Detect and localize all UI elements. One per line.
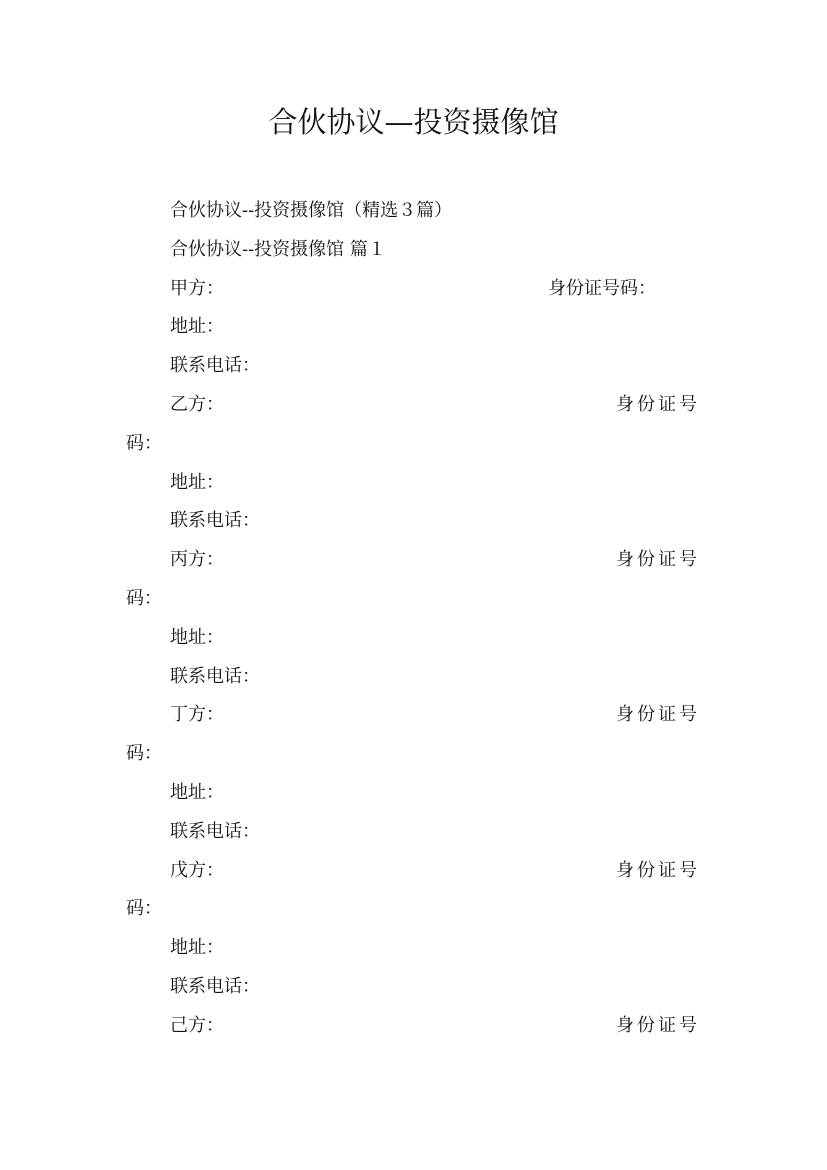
phone-line	[0, 968, 827, 1007]
id-number-label: 身份证号	[616, 1014, 700, 1036]
party-label: 甲方：	[170, 277, 224, 299]
party-line	[0, 270, 827, 309]
party-label: 乙方：	[170, 393, 224, 415]
id-number-label: 身份证号	[616, 393, 700, 415]
address-label: 地址：	[170, 937, 224, 959]
subtitle: 合伙协议--投资摄像馆（精选３篇）	[170, 200, 453, 221]
phone-label: 联系电话：	[170, 975, 260, 997]
id-number-label-continued: 码：	[126, 743, 162, 765]
party-line	[0, 1007, 827, 1046]
id-number-label-continued: 码：	[126, 587, 162, 609]
id-label-wrap-line	[0, 425, 827, 464]
id-number-label: 身份证号	[616, 704, 700, 726]
id-label-wrap-line	[0, 735, 827, 774]
party-label: 戊方：	[170, 859, 224, 881]
id-number-label-continued: 码：	[126, 432, 162, 454]
address-label: 地址：	[170, 626, 224, 648]
party-label: 丁方：	[170, 704, 224, 726]
phone-label: 联系电话：	[170, 665, 260, 687]
id-number-label: 身份证号	[616, 859, 700, 881]
address-line	[0, 308, 827, 347]
address-line	[0, 464, 827, 503]
phone-line	[0, 347, 827, 386]
address-line	[0, 929, 827, 968]
party-label: 己方：	[170, 1014, 224, 1036]
phone-label: 联系电话：	[170, 820, 260, 842]
phone-label: 联系电话：	[170, 355, 260, 377]
phone-line	[0, 502, 827, 541]
id-number-label: 身份证号码：	[548, 277, 656, 299]
phone-label: 联系电话：	[170, 510, 260, 532]
subtitle-line	[0, 192, 827, 231]
document-title: 合伙协议—投资摄像馆	[268, 105, 559, 139]
party-line	[0, 852, 827, 891]
phone-line	[0, 813, 827, 852]
address-label: 地址：	[170, 471, 224, 493]
id-label-wrap-line	[0, 580, 827, 619]
id-number-label: 身份证号	[616, 549, 700, 571]
party-line	[0, 541, 827, 580]
address-label: 地址：	[170, 781, 224, 803]
phone-line	[0, 658, 827, 697]
party-label: 丙方：	[170, 549, 224, 571]
address-line	[0, 619, 827, 658]
address-label: 地址：	[170, 316, 224, 338]
party-line	[0, 696, 827, 735]
address-line	[0, 774, 827, 813]
document-body	[0, 192, 827, 1046]
id-number-label-continued: 码：	[126, 898, 162, 920]
section-heading: 合伙协议--投资摄像馆 篇１	[170, 238, 386, 260]
party-line	[0, 386, 827, 425]
id-label-wrap-line	[0, 890, 827, 929]
section-heading-line	[0, 231, 827, 270]
